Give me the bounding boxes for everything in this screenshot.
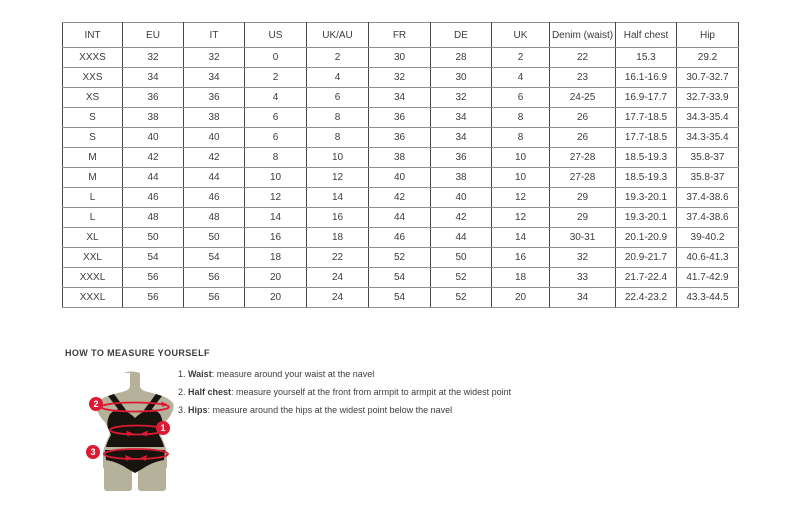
- table-cell: 4: [245, 88, 307, 108]
- table-row: [63, 168, 739, 188]
- table-row: [63, 228, 739, 248]
- table-cell: 42: [184, 148, 245, 168]
- table-cell: 20: [492, 288, 550, 308]
- table-cell: 6: [492, 88, 550, 108]
- measure-item-label: Hips: [188, 405, 208, 415]
- table-cell: 34: [550, 288, 616, 308]
- table-cell: 38: [184, 108, 245, 128]
- measure-item-text: : measure yourself at the front from armpit to armpit at the widest point: [231, 387, 512, 397]
- table-cell: 22: [307, 248, 369, 268]
- table-cell: 35.8-37: [677, 148, 739, 168]
- table-cell: 52: [431, 288, 492, 308]
- table-cell: 22: [550, 48, 616, 68]
- table-cell: 22.4-23.2: [616, 288, 677, 308]
- table-cell: 40.6-41.3: [677, 248, 739, 268]
- table-cell: 16: [492, 248, 550, 268]
- table-cell: 14: [307, 188, 369, 208]
- table-cell: 33: [550, 268, 616, 288]
- table-cell: M: [63, 168, 123, 188]
- measure-item-hips: [178, 405, 511, 416]
- table-cell: 4: [307, 68, 369, 88]
- column-header: INT: [63, 23, 123, 48]
- table-cell: 54: [369, 288, 431, 308]
- table-cell: 15.3: [616, 48, 677, 68]
- table-cell: 34: [123, 68, 184, 88]
- measure-item-half-chest: [178, 387, 511, 398]
- table-cell: 54: [184, 248, 245, 268]
- table-cell: 36: [184, 88, 245, 108]
- table-cell: XXXL: [63, 268, 123, 288]
- table-cell: 26: [550, 128, 616, 148]
- table-cell: 56: [123, 288, 184, 308]
- table-cell: 10: [492, 148, 550, 168]
- table-cell: 44: [369, 208, 431, 228]
- table-cell: 14: [492, 228, 550, 248]
- table-cell: 24-25: [550, 88, 616, 108]
- table-cell: 12: [307, 168, 369, 188]
- column-header: EU: [123, 23, 184, 48]
- table-cell: 40: [123, 128, 184, 148]
- table-cell: 32.7-33.9: [677, 88, 739, 108]
- table-cell: 16: [307, 208, 369, 228]
- table-cell: 29.2: [677, 48, 739, 68]
- table-cell: 42: [123, 148, 184, 168]
- table-cell: 29: [550, 208, 616, 228]
- table-cell: XS: [63, 88, 123, 108]
- table-cell: 32: [369, 68, 431, 88]
- table-cell: 38: [123, 108, 184, 128]
- table-cell: 34: [431, 128, 492, 148]
- table-cell: 30.7-32.7: [677, 68, 739, 88]
- column-header: US: [245, 23, 307, 48]
- table-cell: 27-28: [550, 148, 616, 168]
- table-cell: 8: [307, 108, 369, 128]
- table-cell: L: [63, 188, 123, 208]
- table-cell: 29: [550, 188, 616, 208]
- table-cell: 37.4-38.6: [677, 188, 739, 208]
- table-cell: 42: [431, 208, 492, 228]
- table-cell: 2: [307, 48, 369, 68]
- table-cell: 56: [123, 268, 184, 288]
- table-cell: 38: [431, 168, 492, 188]
- table-cell: 4: [492, 68, 550, 88]
- table-cell: 12: [492, 188, 550, 208]
- table-cell: 46: [123, 188, 184, 208]
- table-cell: 18: [307, 228, 369, 248]
- table-row: [63, 48, 739, 68]
- table-cell: 37.4-38.6: [677, 208, 739, 228]
- column-header: UK/AU: [307, 23, 369, 48]
- table-row: [63, 108, 739, 128]
- table-cell: 17.7-18.5: [616, 128, 677, 148]
- table-cell: 28: [431, 48, 492, 68]
- table-cell: 8: [492, 108, 550, 128]
- table-cell: 26: [550, 108, 616, 128]
- size-chart-table: [62, 22, 739, 308]
- table-cell: 35.8-37: [677, 168, 739, 188]
- table-cell: 42: [369, 188, 431, 208]
- table-cell: 56: [184, 268, 245, 288]
- table-cell: 36: [369, 128, 431, 148]
- table-cell: 44: [184, 168, 245, 188]
- measure-instruction-list: [178, 369, 511, 423]
- table-cell: 12: [492, 208, 550, 228]
- table-cell: 48: [184, 208, 245, 228]
- table-cell: 34: [369, 88, 431, 108]
- table-cell: 46: [184, 188, 245, 208]
- table-cell: 18.5-19.3: [616, 168, 677, 188]
- table-cell: S: [63, 108, 123, 128]
- table-cell: 30: [369, 48, 431, 68]
- table-cell: 38: [369, 148, 431, 168]
- table-cell: 8: [307, 128, 369, 148]
- table-row: [63, 208, 739, 228]
- table-cell: 41.7-42.9: [677, 268, 739, 288]
- measure-item-number: 3.: [178, 405, 189, 415]
- table-cell: 12: [245, 188, 307, 208]
- table-cell: M: [63, 148, 123, 168]
- measure-item-number: 1.: [178, 369, 189, 379]
- measure-item-label: Half chest: [188, 387, 232, 397]
- table-row: [63, 148, 739, 168]
- table-row: [63, 128, 739, 148]
- table-cell: 54: [369, 268, 431, 288]
- table-cell: XXS: [63, 68, 123, 88]
- table-cell: 10: [245, 168, 307, 188]
- table-row: [63, 268, 739, 288]
- column-header: Hip: [677, 23, 739, 48]
- table-cell: 14: [245, 208, 307, 228]
- table-cell: 52: [431, 268, 492, 288]
- column-header: UK: [492, 23, 550, 48]
- table-cell: 44: [123, 168, 184, 188]
- table-cell: 48: [123, 208, 184, 228]
- table-cell: 24: [307, 288, 369, 308]
- table-cell: 44: [431, 228, 492, 248]
- table-cell: 34.3-35.4: [677, 108, 739, 128]
- table-cell: 34: [184, 68, 245, 88]
- table-cell: 20: [245, 288, 307, 308]
- table-cell: XL: [63, 228, 123, 248]
- table-cell: 30-31: [550, 228, 616, 248]
- table-cell: 40: [184, 128, 245, 148]
- table-cell: 30: [431, 68, 492, 88]
- table-cell: 54: [123, 248, 184, 268]
- table-row: [63, 88, 739, 108]
- measure-item-number: 2.: [178, 387, 189, 397]
- table-cell: 46: [369, 228, 431, 248]
- table-cell: 2: [245, 68, 307, 88]
- table-cell: 18: [492, 268, 550, 288]
- table-cell: 32: [431, 88, 492, 108]
- measure-heading: HOW TO MEASURE YOURSELF: [65, 348, 210, 358]
- table-row: [63, 68, 739, 88]
- table-cell: 50: [184, 228, 245, 248]
- table-cell: 10: [492, 168, 550, 188]
- table-cell: S: [63, 128, 123, 148]
- table-cell: 32: [123, 48, 184, 68]
- table-cell: 20: [245, 268, 307, 288]
- table-row: [63, 188, 739, 208]
- table-cell: XXXS: [63, 48, 123, 68]
- column-header: DE: [431, 23, 492, 48]
- table-cell: 18: [245, 248, 307, 268]
- table-cell: 34: [431, 108, 492, 128]
- table-cell: 36: [369, 108, 431, 128]
- column-header: IT: [184, 23, 245, 48]
- table-cell: 24: [307, 268, 369, 288]
- table-cell: XXXL: [63, 288, 123, 308]
- table-cell: 19.3-20.1: [616, 208, 677, 228]
- table-cell: 6: [307, 88, 369, 108]
- table-cell: 40: [431, 188, 492, 208]
- table-cell: 2: [492, 48, 550, 68]
- measure-item-text: : measure around your waist at the navel: [211, 369, 375, 379]
- table-cell: 36: [431, 148, 492, 168]
- measure-item-label: Waist: [188, 369, 212, 379]
- table-cell: 34.3-35.4: [677, 128, 739, 148]
- table-cell: 20.1-20.9: [616, 228, 677, 248]
- table-cell: 16.9-17.7: [616, 88, 677, 108]
- table-cell: 32: [184, 48, 245, 68]
- table-cell: 19.3-20.1: [616, 188, 677, 208]
- table-cell: 18.5-19.3: [616, 148, 677, 168]
- table-cell: 10: [307, 148, 369, 168]
- table-cell: 6: [245, 128, 307, 148]
- table-cell: 8: [492, 128, 550, 148]
- table-cell: 16: [245, 228, 307, 248]
- table-cell: 27-28: [550, 168, 616, 188]
- column-header: Half chest: [616, 23, 677, 48]
- badge-half-chest-number: 2: [93, 399, 99, 410]
- table-cell: 56: [184, 288, 245, 308]
- table-cell: 50: [123, 228, 184, 248]
- table-row: [63, 248, 739, 268]
- table-cell: 6: [245, 108, 307, 128]
- table-cell: 23: [550, 68, 616, 88]
- table-cell: 20.9-21.7: [616, 248, 677, 268]
- table-cell: 17.7-18.5: [616, 108, 677, 128]
- table-cell: 43.3-44.5: [677, 288, 739, 308]
- table-cell: 0: [245, 48, 307, 68]
- table-header-row: [63, 23, 739, 48]
- table-cell: 8: [245, 148, 307, 168]
- table-cell: L: [63, 208, 123, 228]
- measure-item-waist: [178, 369, 511, 380]
- table-cell: 32: [550, 248, 616, 268]
- table-cell: 39-40.2: [677, 228, 739, 248]
- badge-waist-number: 1: [160, 423, 166, 434]
- table-row: [63, 288, 739, 308]
- table-cell: 52: [369, 248, 431, 268]
- measurement-figure-illustration: [80, 370, 190, 492]
- table-cell: XXL: [63, 248, 123, 268]
- column-header: Denim (waist): [550, 23, 616, 48]
- table-cell: 50: [431, 248, 492, 268]
- badge-hips-number: 3: [90, 447, 96, 458]
- measure-item-text: : measure around the hips at the widest point below the navel: [207, 405, 453, 415]
- table-cell: 40: [369, 168, 431, 188]
- table-cell: 21.7-22.4: [616, 268, 677, 288]
- column-header: FR: [369, 23, 431, 48]
- table-cell: 36: [123, 88, 184, 108]
- table-cell: 16.1-16.9: [616, 68, 677, 88]
